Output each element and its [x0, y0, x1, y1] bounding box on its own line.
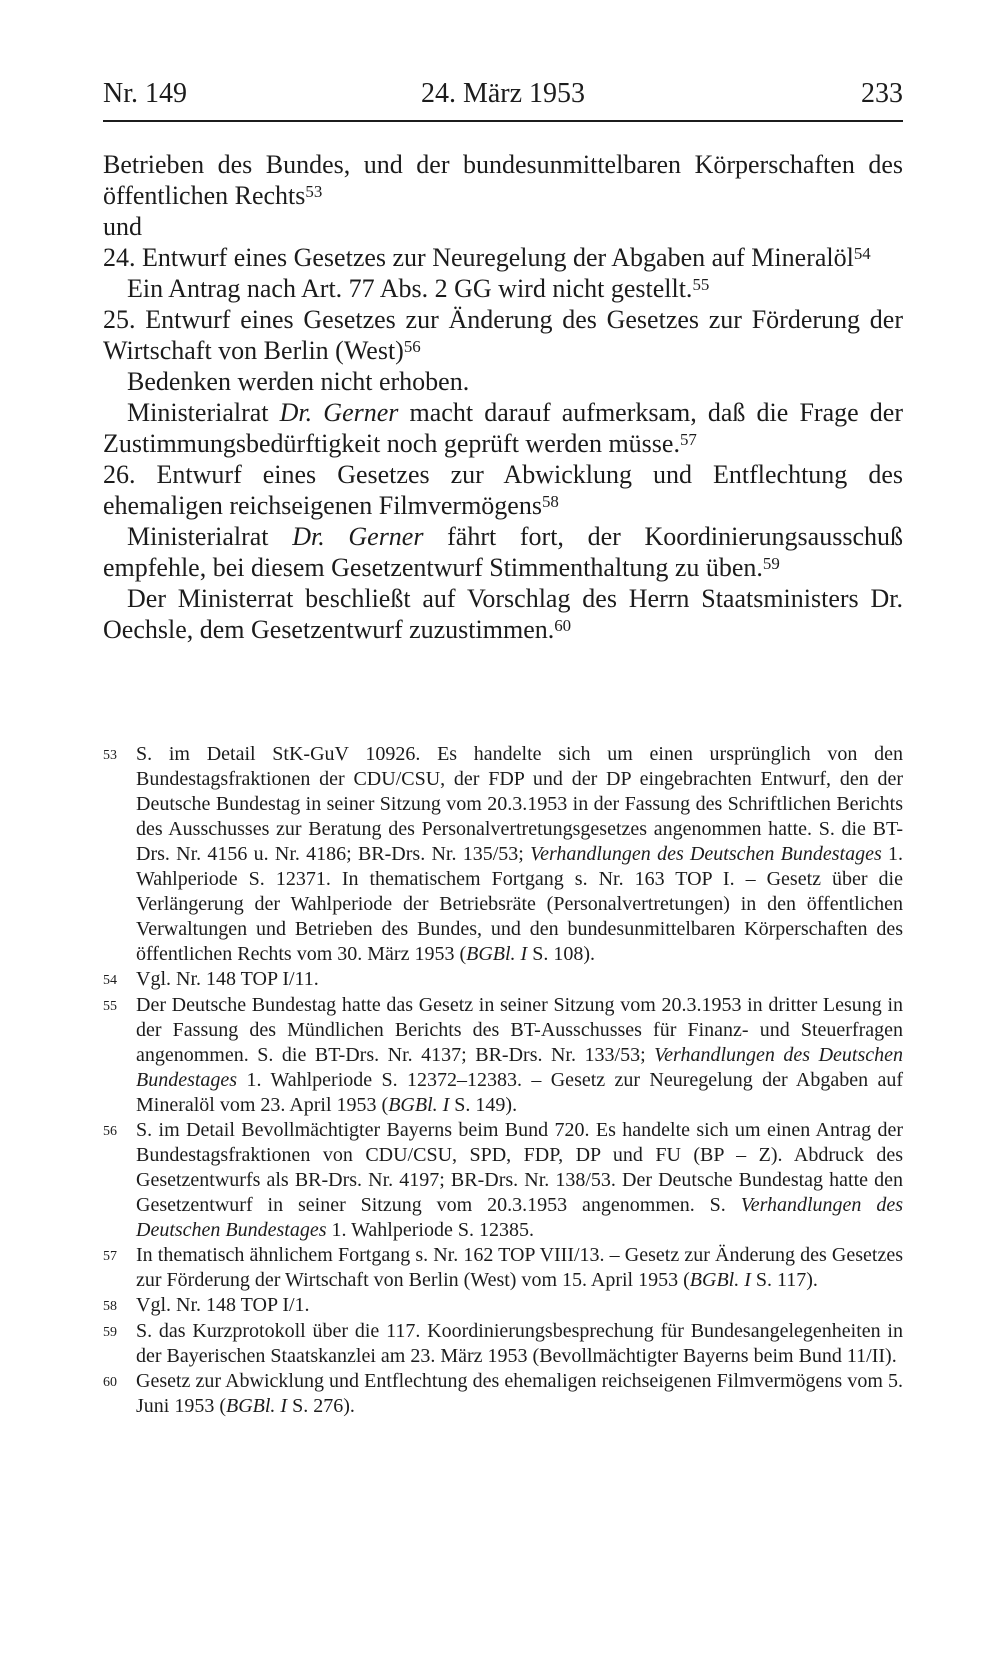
italic-text: BGBl. I — [226, 1395, 288, 1417]
footnote-number: 55 — [103, 999, 117, 1014]
header-date: 24. März 1953 — [420, 78, 586, 109]
body-paragraph: Ministerialrat Dr. Gerner fährt fort, der Koordinierungsausschuß empfehle, bei diesem Gesetzentwurf Stimmenthaltung zu üben.$^{59}$ — [103, 522, 903, 582]
italic-text: Dr. Gerner — [292, 522, 424, 551]
footnote-number: 57 — [103, 1249, 117, 1264]
footnote — [103, 967, 903, 993]
footnote — [103, 1243, 903, 1293]
footnote-ref: 54 — [853, 243, 871, 263]
footnote-number: 59 — [103, 1325, 117, 1340]
italic-text: BGBl. I — [388, 1094, 450, 1116]
running-head — [103, 80, 903, 108]
italic-text: Verhandlungen des Deutschen Bundestages — [136, 1044, 904, 1091]
footnote-text: In thematisch ähnlichem Fortgang s. Nr. 162 TOP VIII/13. – Gesetz zur Änderung des Gesetzes zur Förderung der Wirtschaft von Berlin (West) vom 15. April 1953 (BGBl. I S. 117). — [136, 1244, 903, 1291]
footnote-number: 60 — [103, 1375, 117, 1390]
italic-text: BGBl. I — [689, 1269, 751, 1291]
body-paragraph: und — [103, 212, 142, 241]
header-rule — [103, 120, 903, 122]
italic-text: BGBl. I — [466, 943, 528, 965]
footnote-ref: 60 — [554, 615, 572, 635]
footnote-text: S. im Detail StK-GuV 10926. Es handelte sich um einen ursprünglich von den Bundestagsfraktionen der CDU/CSU, der FDP und der DP eingebrachten Entwurf, den der Deutsche Bundestag in seiner Sitzung vom 20.3.1953 in der Fassung des Schriftlichen Berichts des Ausschusses zur Beratung des Personalvertretungsgesetzes angenommen hatte. S. die BT-Drs. Nr. 4156 u. Nr. 4186; BR-Drs. Nr. 135/53; Verhandlungen des Deutschen Bundestages 1. Wahlperiode S. 12371. In thematischem Fortgang s. Nr. 163 TOP I. – Gesetz über die Verlängerung der Wahlperiode der Betriebsräte (Personalvertretungen) in den öffentlichen Verwaltungen und Betrieben des Bundes, und den bundesunmittelbaren Körperschaften des öffentlichen Rechts vom 30. März 1953 (BGBl. I S. 108). — [136, 743, 904, 965]
footnote-ref: 53 — [305, 181, 323, 201]
body-paragraph: Betrieben des Bundes, und der bundesunmittelbaren Körperschaften des öffentlichen Rechts$^{53}$ — [103, 150, 903, 210]
body-paragraph: 26. Entwurf eines Gesetzes zur Abwicklung und Entflechtung des ehemaligen reichseigenen Filmvermögens$^{58}$ — [103, 460, 903, 520]
header-page-number: 233 — [861, 78, 903, 109]
body-paragraph: 24. Entwurf eines Gesetzes zur Neuregelung der Abgaben auf Mineralöl$^{54}$ — [103, 243, 871, 272]
footnote — [103, 1118, 903, 1243]
footnote-ref: 56 — [403, 336, 421, 356]
footnote — [103, 1319, 903, 1369]
footnote — [103, 742, 903, 967]
footnote-ref: 57 — [679, 429, 697, 449]
footnote — [103, 1369, 903, 1419]
footnote-ref: 58 — [541, 491, 559, 511]
footnote-number: 58 — [103, 1299, 117, 1314]
footnote-number: 54 — [103, 973, 117, 988]
footnote-text: Vgl. Nr. 148 TOP I/11. — [136, 968, 319, 990]
footnote-text: Vgl. Nr. 148 TOP I/1. — [136, 1294, 310, 1316]
footnote — [103, 993, 903, 1118]
italic-text: Verhandlungen des Deutschen Bundestages — [530, 843, 882, 865]
body-paragraph: Bedenken werden nicht erhoben. — [127, 367, 470, 396]
footnote-text: S. das Kurzprotokoll über die 117. Koordinierungsbesprechung für Bundesangelegenheiten in der Bayerischen Staatskanzlei am 23. März 1953 (Bevollmächtigter Bayerns beim Bund 11/II). — [136, 1320, 903, 1367]
body-paragraph: Der Ministerrat beschließt auf Vorschlag des Herrn Staatsministers Dr. Oechsle, dem Gesetzentwurf zuzustimmen.$^{60}$ — [103, 584, 903, 644]
footnote — [103, 1293, 903, 1319]
footnote-ref: 59 — [762, 553, 780, 573]
body-text — [103, 149, 903, 645]
footnote-number: 53 — [103, 748, 117, 763]
body-paragraph: 25. Entwurf eines Gesetzes zur Änderung des Gesetzes zur Förderung der Wirtschaft von Berlin (West)$^{56}$ — [103, 305, 903, 365]
italic-text: Verhandlungen des Deutschen Bundestages — [136, 1194, 903, 1241]
header-doc-number: Nr. 149 — [103, 78, 187, 109]
footnote-number: 56 — [103, 1124, 117, 1139]
body-paragraph: Ein Antrag nach Art. 77 Abs. 2 GG wird nicht gestellt.$^{55}$ — [127, 274, 710, 303]
footnote-text: Der Deutsche Bundestag hatte das Gesetz in seiner Sitzung vom 20.3.1953 in dritter Lesung in der Fassung des Mündlichen Berichts des BT-Ausschusses für Finanz- und Steuerfragen angenommen. S. die BT-Drs. Nr. 4137; BR-Drs. Nr. 133/53; Verhandlungen des Deutschen Bundestages 1. Wahlperiode S. 12372–12383. – Gesetz zur Neuregelung der Abgaben auf Mineralöl vom 23. April 1953 (BGBl. I S. 149). — [136, 994, 904, 1116]
footnote-text: Gesetz zur Abwicklung und Entflechtung des ehemaligen reichseigenen Filmvermögens vom 5. Juni 1953 (BGBl. I S. 276). — [136, 1370, 903, 1417]
footnote-ref: 55 — [692, 274, 710, 294]
italic-text: Dr. Gerner — [279, 398, 399, 427]
footnotes-section — [103, 742, 903, 1419]
footnote-text: S. im Detail Bevollmächtigter Bayerns beim Bund 720. Es handelte sich um einen Antrag der Bundestagsfraktionen von CDU/CSU, SPD, FDP, DP und FU (BP – Z). Abdruck des Gesetzentwurfs als BR-Drs. Nr. 4197; BR-Drs. Nr. 138/53. Der Deutsche Bundestag hatte den Gesetzentwurf in seiner Sitzung vom 20.3.1953 angenommen. S. Verhandlungen des Deutschen Bundestages 1. Wahlperiode S. 12385. — [136, 1119, 903, 1241]
body-paragraph: Ministerialrat Dr. Gerner macht darauf aufmerksam, daß die Frage der Zustimmungsbedürftigkeit noch geprüft werden müsse.$^{57}$ — [103, 398, 903, 458]
